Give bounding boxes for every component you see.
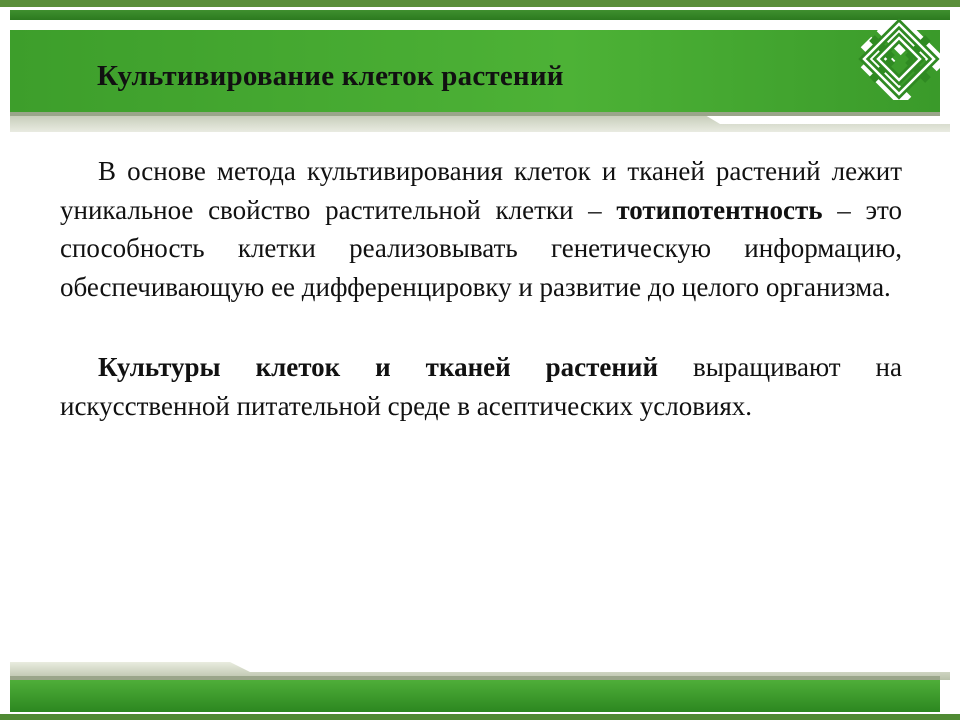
term-totipotency: тотипотентность bbox=[616, 194, 823, 225]
paragraph-cultures-rest: выращивают на искусственной питательной среде в асептических условиях. bbox=[60, 352, 902, 421]
footer-band bbox=[0, 662, 960, 720]
slide-body bbox=[60, 152, 902, 425]
paragraph-cultures bbox=[60, 348, 902, 425]
paragraph-totipotency bbox=[60, 152, 902, 306]
term-cultures: Культуры клеток и тканей растений bbox=[98, 352, 659, 382]
paragraph-intro: В основе метода культивирования клеток и тканей растений лежит уникальное свойство растительной клетки – bbox=[60, 156, 902, 225]
slide-title: Культивирование клеток растений bbox=[97, 60, 564, 92]
interwoven-knot-icon bbox=[858, 18, 950, 100]
paragraph-definition: – это способность клетки реализовывать генетическую информацию, обеспечивающую ее дифференцировку и развитие до целого организма. bbox=[60, 194, 902, 302]
